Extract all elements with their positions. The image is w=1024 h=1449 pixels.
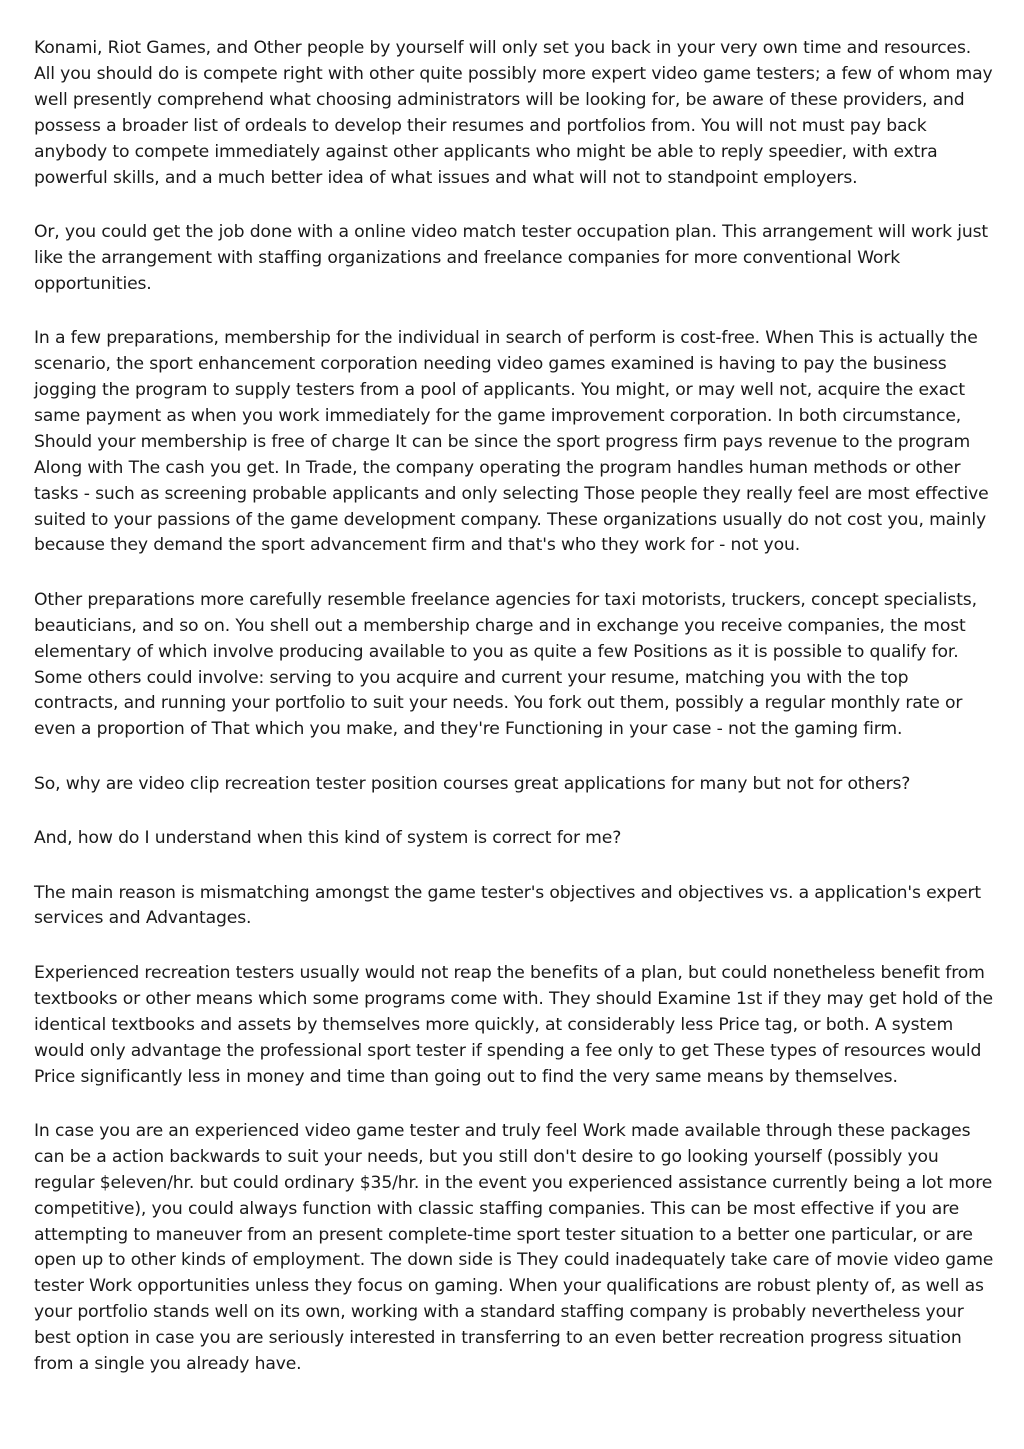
paragraph-4: Other preparations more carefully resemble freelance agencies for taxi motorists, truckers, concept specialists, beauticians, and so on. You shell out a membership charge and in exchange you receive companies, the most elementary of which involve producing available to you as quite a few Positions as it is possible to qualify for. Some others could involve: serving to you acquire and current your resume, matching you with the top contracts, and running your portfolio to suit your needs. You fork out them, possibly a regular monthly rate or even a proportion of That which you make, and they're Functioning in your case - not the gaming firm. [34,589,977,740]
paragraph-9: In case you are an experienced video game tester and truly feel Work made available through these packages can be a action backwards to suit your needs, but you still don't desire to go looking yourself (possibly you regular $eleven/hr. but could ordinary $35/hr. in the event you experienced assistance currently being a lot more competitive), you could always function with classic staffing companies. This can be most effective if you are attempting to maneuver from an present complete-time sport tester situation to a better one particular, or are open up to other kinds of employment. The down side is They could inadequately take care of movie video game tester Work opportunities unless they focus on gaming. When your qualifications are robust plenty of, as well as your portfolio stands well on its own, working with a standard staffing company is probably nevertheless your best option in case you are seriously interested in transferring to an even better recreation progress situation from a single you already have. [34,1120,994,1375]
paragraph-6: And, how do I understand when this kind of system is correct for me? [34,828,622,849]
paragraph-8: Experienced recreation testers usually would not reap the benefits of a plan, but could nonetheless benefit from textbooks or other means which some programs come with. They should Examine 1st if they may get hold of the identical textbooks and assets by themselves more quickly, at considerably less Price tag, or both. A system would only advantage the professional sport tester if spending a fee only to get These types of resources would Price significantly less in money and time than going out to find the very same means by themselves. [34,962,993,1087]
paragraph-3: In a few preparations, membership for the individual in search of perform is cost-free. When This is actually the scenario, the sport enhancement corporation needing video games examined is having to pay the business jogging the program to supply testers from a pool of applicants. You might, or may well not, acquire the exact same payment as when you work immediately for the game improvement corporation. In both circumstance, Should your membership is free of charge It can be since the sport progress firm pays revenue to the program Along with The cash you get. In Trade, the company operating the program handles human methods or other tasks - such as screening probable applicants and only selecting Those people they really feel are most effective suited to your passions of the game development company. These organizations usually do not cost you, mainly because they demand the sport advancement firm and that's who they work for - not you. [34,328,989,556]
paragraph-7: The main reason is mismatching amongst the game tester's objectives and objectives vs. a application's expert services and Advantages. [34,882,981,929]
paragraph-5: So, why are video clip recreation tester position courses great applications for many but not for others? [34,773,911,794]
paragraph-1: Konami, Riot Games, and Other people by yourself will only set you back in your very own time and resources. All you should do is compete right with other quite possibly more expert video game testers; a few of whom may well presently comprehend what choosing administrators will be looking for, be aware of these providers, and possess a broader list of ordeals to develop their resumes and portfolios from. You will not must pay back anybody to compete immediately against other applicants who might be able to reply speedier, with extra powerful skills, and a much better idea of what issues and what will not to standpoint employers. [34,38,993,188]
paragraph-2: Or, you could get the job done with a online video match tester occupation plan. This arrangement will work just like the arrangement with staffing organizations and freelance companies for more conventional Work opportunities. [34,221,989,294]
